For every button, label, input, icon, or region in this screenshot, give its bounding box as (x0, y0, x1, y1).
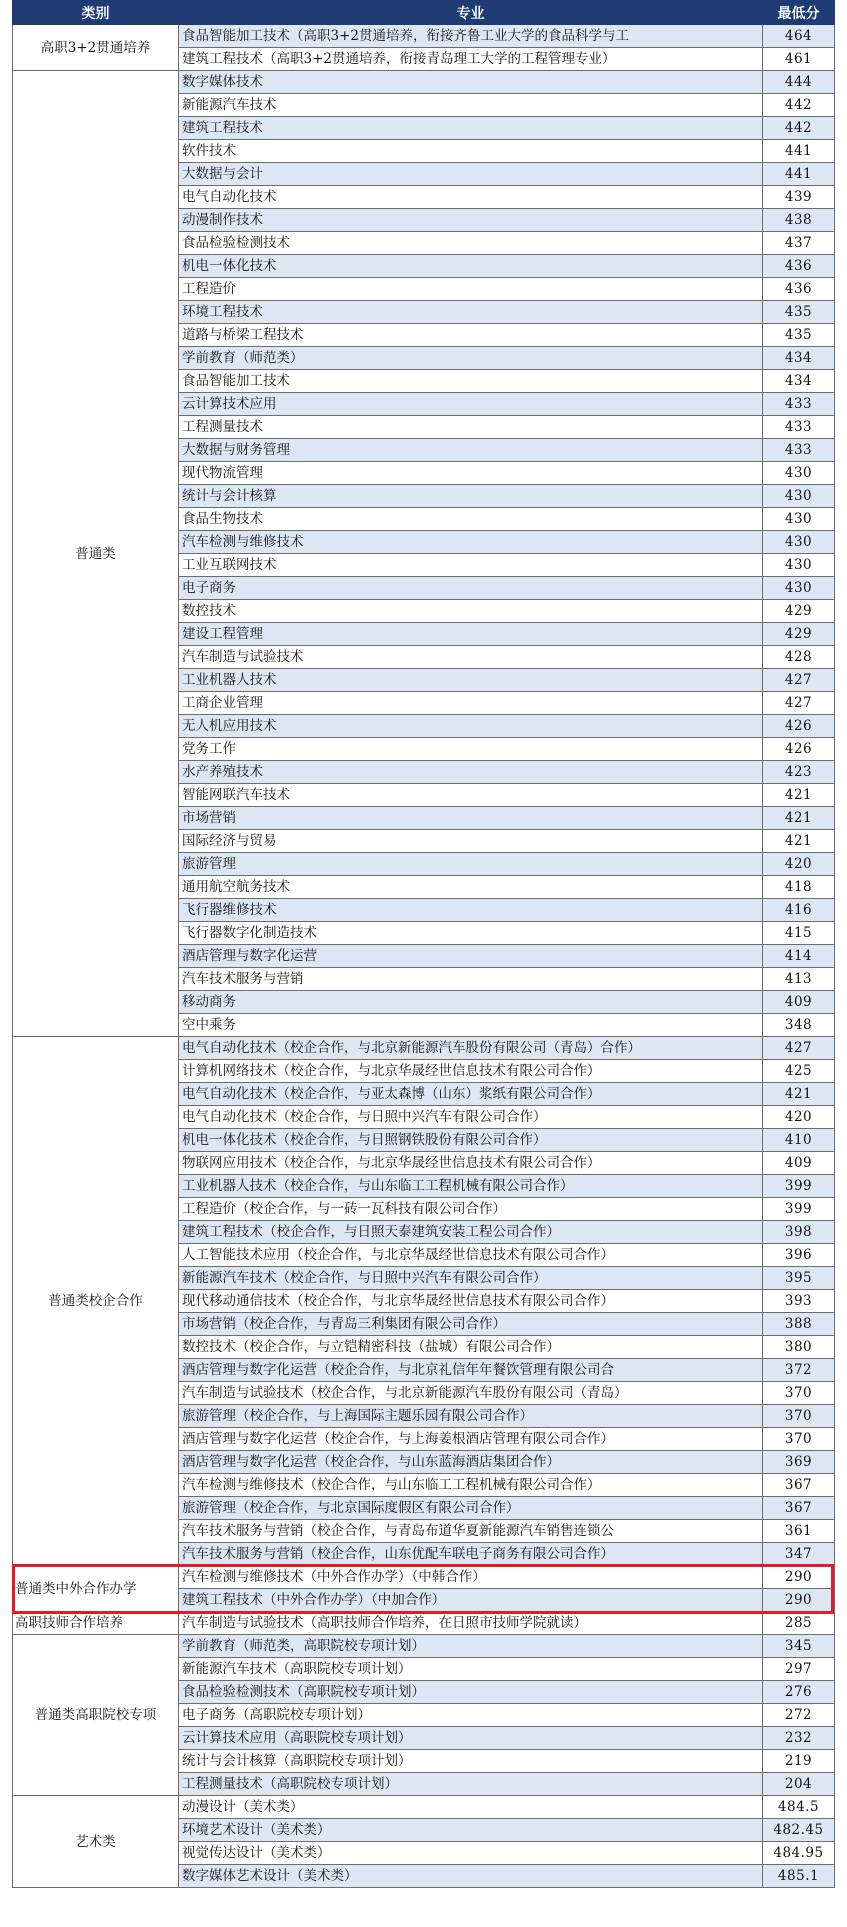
major-cell: 机电一体化技术 (179, 255, 763, 278)
min-score-cell: 380 (763, 1336, 835, 1359)
major-cell: 汽车检测与维修技术 (179, 531, 763, 554)
min-score-cell: 399 (763, 1198, 835, 1221)
min-score-cell: 396 (763, 1244, 835, 1267)
min-score-cell: 409 (763, 1152, 835, 1175)
major-cell: 软件技术 (179, 140, 763, 163)
table-header (13, 1, 835, 25)
major-cell: 工业机器人技术 (179, 669, 763, 692)
major-cell: 建筑工程技术（中外合作办学）（中加合作） (179, 1589, 763, 1612)
major-cell: 移动商务 (179, 991, 763, 1014)
table-row (13, 1612, 835, 1635)
major-cell: 食品检验检测技术（高职院校专项计划） (179, 1681, 763, 1704)
min-score-cell: 433 (763, 393, 835, 416)
min-score-cell: 276 (763, 1681, 835, 1704)
min-score-cell: 418 (763, 876, 835, 899)
min-score-cell: 461 (763, 48, 835, 71)
header-category: 类别 (13, 1, 179, 25)
min-score-cell: 414 (763, 945, 835, 968)
min-score-cell: 436 (763, 255, 835, 278)
major-cell: 汽车制造与试验技术 (179, 646, 763, 669)
major-cell: 人工智能技术应用（校企合作，与北京华晟经世信息技术有限公司合作） (179, 1244, 763, 1267)
major-cell: 云计算技术应用（高职院校专项计划） (179, 1727, 763, 1750)
major-cell: 学前教育（师范类） (179, 347, 763, 370)
major-cell: 电气自动化技术（校企合作，与北京新能源汽车股份有限公司（青岛）合作） (179, 1037, 763, 1060)
major-cell: 数控技术（校企合作，与立铠精密科技（盐城）有限公司合作） (179, 1336, 763, 1359)
category-cell: 艺术类 (13, 1796, 179, 1888)
min-score-cell: 430 (763, 531, 835, 554)
major-cell: 现代物流管理 (179, 462, 763, 485)
major-cell: 学前教育（师范类，高职院校专项计划） (179, 1635, 763, 1658)
min-score-cell: 370 (763, 1428, 835, 1451)
min-score-cell: 369 (763, 1451, 835, 1474)
min-score-cell: 219 (763, 1750, 835, 1773)
min-score-cell: 421 (763, 830, 835, 853)
min-score-cell: 438 (763, 209, 835, 232)
table-row (13, 1566, 835, 1589)
major-cell: 统计与会计核算 (179, 485, 763, 508)
min-score-cell: 464 (763, 25, 835, 48)
major-cell: 物联网应用技术（校企合作，与北京华晟经世信息技术有限公司合作） (179, 1152, 763, 1175)
major-cell: 旅游管理（校企合作，与北京国际度假区有限公司合作） (179, 1497, 763, 1520)
min-score-cell: 347 (763, 1543, 835, 1566)
min-score-cell: 436 (763, 278, 835, 301)
min-score-cell: 297 (763, 1658, 835, 1681)
major-cell: 汽车制造与试验技术（高职技师合作培养，在日照市技师学院就读） (179, 1612, 763, 1635)
min-score-cell: 367 (763, 1497, 835, 1520)
major-cell: 道路与桥梁工程技术 (179, 324, 763, 347)
min-score-cell: 427 (763, 669, 835, 692)
major-cell: 汽车制造与试验技术（校企合作，与北京新能源汽车股份有限公司（青岛） (179, 1382, 763, 1405)
major-cell: 酒店管理与数字化运营（校企合作，与北京礼信年年餐饮管理有限公司合 (179, 1359, 763, 1382)
category-cell: 高职3+2贯通培养 (13, 25, 179, 71)
major-cell: 食品生物技术 (179, 508, 763, 531)
min-score-cell: 430 (763, 577, 835, 600)
major-cell: 电子商务（高职院校专项计划） (179, 1704, 763, 1727)
major-cell: 飞行器维修技术 (179, 899, 763, 922)
major-cell: 党务工作 (179, 738, 763, 761)
major-cell: 数字媒体技术 (179, 71, 763, 94)
major-cell: 工程造价（校企合作，与一砖一瓦科技有限公司合作） (179, 1198, 763, 1221)
min-score-cell: 485.1 (763, 1865, 835, 1888)
table-row (13, 25, 835, 48)
min-score-cell: 433 (763, 416, 835, 439)
min-score-cell: 434 (763, 347, 835, 370)
min-score-cell: 415 (763, 922, 835, 945)
major-cell: 工业互联网技术 (179, 554, 763, 577)
major-cell: 旅游管理 (179, 853, 763, 876)
min-score-cell: 421 (763, 784, 835, 807)
major-cell: 工业机器人技术（校企合作，与山东临工工程机械有限公司合作） (179, 1175, 763, 1198)
major-cell: 汽车检测与维修技术（中外合作办学）（中韩合作） (179, 1566, 763, 1589)
major-cell: 动漫制作技术 (179, 209, 763, 232)
major-cell: 动漫设计（美术类） (179, 1796, 763, 1819)
min-score-cell: 429 (763, 623, 835, 646)
min-score-cell: 425 (763, 1060, 835, 1083)
major-cell: 环境工程技术 (179, 301, 763, 324)
major-cell: 食品智能加工技术 (179, 370, 763, 393)
major-cell: 统计与会计核算（高职院校专项计划） (179, 1750, 763, 1773)
min-score-cell: 285 (763, 1612, 835, 1635)
major-cell: 新能源汽车技术（校企合作，与日照中兴汽车有限公司合作） (179, 1267, 763, 1290)
major-cell: 汽车检测与维修技术（校企合作，与山东临工工程机械有限公司合作） (179, 1474, 763, 1497)
major-cell: 酒店管理与数字化运营 (179, 945, 763, 968)
min-score-cell: 367 (763, 1474, 835, 1497)
major-cell: 机电一体化技术（校企合作，与日照钢铁股份有限公司合作） (179, 1129, 763, 1152)
category-cell: 高职技师合作培养 (13, 1612, 179, 1635)
min-score-cell: 441 (763, 140, 835, 163)
min-score-cell: 345 (763, 1635, 835, 1658)
min-score-cell: 441 (763, 163, 835, 186)
major-cell: 电气自动化技术（校企合作，与日照中兴汽车有限公司合作） (179, 1106, 763, 1129)
min-score-cell: 348 (763, 1014, 835, 1037)
major-cell: 电子商务 (179, 577, 763, 600)
major-cell: 食品检验检测技术 (179, 232, 763, 255)
major-cell: 数字媒体艺术设计（美术类） (179, 1865, 763, 1888)
table-row (13, 1635, 835, 1658)
category-cell: 普通类中外合作办学 (13, 1566, 179, 1612)
min-score-cell: 399 (763, 1175, 835, 1198)
major-cell: 新能源汽车技术（高职院校专项计划） (179, 1658, 763, 1681)
major-cell: 工程测量技术（高职院校专项计划） (179, 1773, 763, 1796)
major-cell: 大数据与会计 (179, 163, 763, 186)
major-cell: 视觉传达设计（美术类） (179, 1842, 763, 1865)
min-score-cell: 429 (763, 600, 835, 623)
major-cell: 水产养殖技术 (179, 761, 763, 784)
major-cell: 现代移动通信技术（校企合作，与北京华晟经世信息技术有限公司合作） (179, 1290, 763, 1313)
category-cell: 普通类 (13, 71, 179, 1037)
min-score-cell: 427 (763, 1037, 835, 1060)
min-score-cell: 420 (763, 1106, 835, 1129)
min-score-cell: 433 (763, 439, 835, 462)
major-cell: 建设工程管理 (179, 623, 763, 646)
min-score-cell: 439 (763, 186, 835, 209)
major-cell: 汽车技术服务与营销（校企合作，山东优配车联电子商务有限公司合作） (179, 1543, 763, 1566)
min-score-cell: 290 (763, 1589, 835, 1612)
min-score-cell: 482.45 (763, 1819, 835, 1842)
major-cell: 环境艺术设计（美术类） (179, 1819, 763, 1842)
major-cell: 电气自动化技术 (179, 186, 763, 209)
major-cell: 建筑工程技术（校企合作，与日照天泰建筑安装工程公司合作） (179, 1221, 763, 1244)
table-row (13, 71, 835, 94)
min-score-cell: 204 (763, 1773, 835, 1796)
major-cell: 云计算技术应用 (179, 393, 763, 416)
category-cell: 普通类高职院校专项 (13, 1635, 179, 1796)
min-score-cell: 435 (763, 301, 835, 324)
min-score-cell: 430 (763, 485, 835, 508)
min-score-cell: 430 (763, 554, 835, 577)
major-cell: 电气自动化技术（校企合作，与亚太森博（山东）浆纸有限公司合作） (179, 1083, 763, 1106)
min-score-cell: 421 (763, 1083, 835, 1106)
min-score-cell: 420 (763, 853, 835, 876)
major-cell: 市场营销（校企合作，与青岛三利集团有限公司合作） (179, 1313, 763, 1336)
min-score-cell: 426 (763, 715, 835, 738)
min-score-cell: 423 (763, 761, 835, 784)
min-score-cell: 434 (763, 370, 835, 393)
major-cell: 数控技术 (179, 600, 763, 623)
major-cell: 新能源汽车技术 (179, 94, 763, 117)
header-min-score: 最低分 (763, 1, 835, 25)
min-score-cell: 410 (763, 1129, 835, 1152)
major-cell: 建筑工程技术（高职3+2贯通培养，衔接青岛理工大学的工程管理专业） (179, 48, 763, 71)
min-score-cell: 232 (763, 1727, 835, 1750)
min-score-cell: 426 (763, 738, 835, 761)
min-score-cell: 395 (763, 1267, 835, 1290)
min-score-cell: 442 (763, 117, 835, 140)
major-cell: 空中乘务 (179, 1014, 763, 1037)
major-cell: 智能网联汽车技术 (179, 784, 763, 807)
score-table-sheet (12, 0, 834, 1888)
major-cell: 工程造价 (179, 278, 763, 301)
min-score-cell: 272 (763, 1704, 835, 1727)
min-score-cell: 361 (763, 1520, 835, 1543)
min-score-cell: 442 (763, 94, 835, 117)
major-cell: 大数据与财务管理 (179, 439, 763, 462)
min-score-cell: 430 (763, 508, 835, 531)
min-score-cell: 484.95 (763, 1842, 835, 1865)
min-score-cell: 437 (763, 232, 835, 255)
min-score-cell: 421 (763, 807, 835, 830)
min-score-cell: 435 (763, 324, 835, 347)
min-score-cell: 393 (763, 1290, 835, 1313)
min-score-cell: 398 (763, 1221, 835, 1244)
major-cell: 酒店管理与数字化运营（校企合作，与上海姜根酒店管理有限公司合作） (179, 1428, 763, 1451)
min-score-cell: 427 (763, 692, 835, 715)
major-cell: 食品智能加工技术（高职3+2贯通培养，衔接齐鲁工业大学的食品科学与工 (179, 25, 763, 48)
table-body (13, 25, 835, 1888)
min-score-cell: 388 (763, 1313, 835, 1336)
min-score-cell: 409 (763, 991, 835, 1014)
major-cell: 通用航空航务技术 (179, 876, 763, 899)
major-cell: 工程测量技术 (179, 416, 763, 439)
major-cell: 建筑工程技术 (179, 117, 763, 140)
major-cell: 飞行器数字化制造技术 (179, 922, 763, 945)
min-score-cell: 416 (763, 899, 835, 922)
major-cell: 汽车技术服务与营销 (179, 968, 763, 991)
major-cell: 市场营销 (179, 807, 763, 830)
min-score-cell: 370 (763, 1382, 835, 1405)
min-score-cell: 428 (763, 646, 835, 669)
min-score-cell: 444 (763, 71, 835, 94)
min-score-table (12, 0, 835, 1888)
min-score-cell: 413 (763, 968, 835, 991)
min-score-cell: 290 (763, 1566, 835, 1589)
category-cell: 普通类校企合作 (13, 1037, 179, 1566)
min-score-cell: 484.5 (763, 1796, 835, 1819)
major-cell: 旅游管理（校企合作，与上海国际主题乐园有限公司合作） (179, 1405, 763, 1428)
major-cell: 汽车技术服务与营销（校企合作，与青岛布道华夏新能源汽车销售连锁公 (179, 1520, 763, 1543)
min-score-cell: 430 (763, 462, 835, 485)
major-cell: 酒店管理与数字化运营（校企合作，与山东蓝海酒店集团合作） (179, 1451, 763, 1474)
major-cell: 计算机网络技术（校企合作，与北京华晟经世信息技术有限公司合作） (179, 1060, 763, 1083)
major-cell: 无人机应用技术 (179, 715, 763, 738)
header-major: 专业 (179, 1, 763, 25)
min-score-cell: 372 (763, 1359, 835, 1382)
table-row (13, 1796, 835, 1819)
major-cell: 国际经济与贸易 (179, 830, 763, 853)
table-row (13, 1037, 835, 1060)
major-cell: 工商企业管理 (179, 692, 763, 715)
min-score-cell: 370 (763, 1405, 835, 1428)
